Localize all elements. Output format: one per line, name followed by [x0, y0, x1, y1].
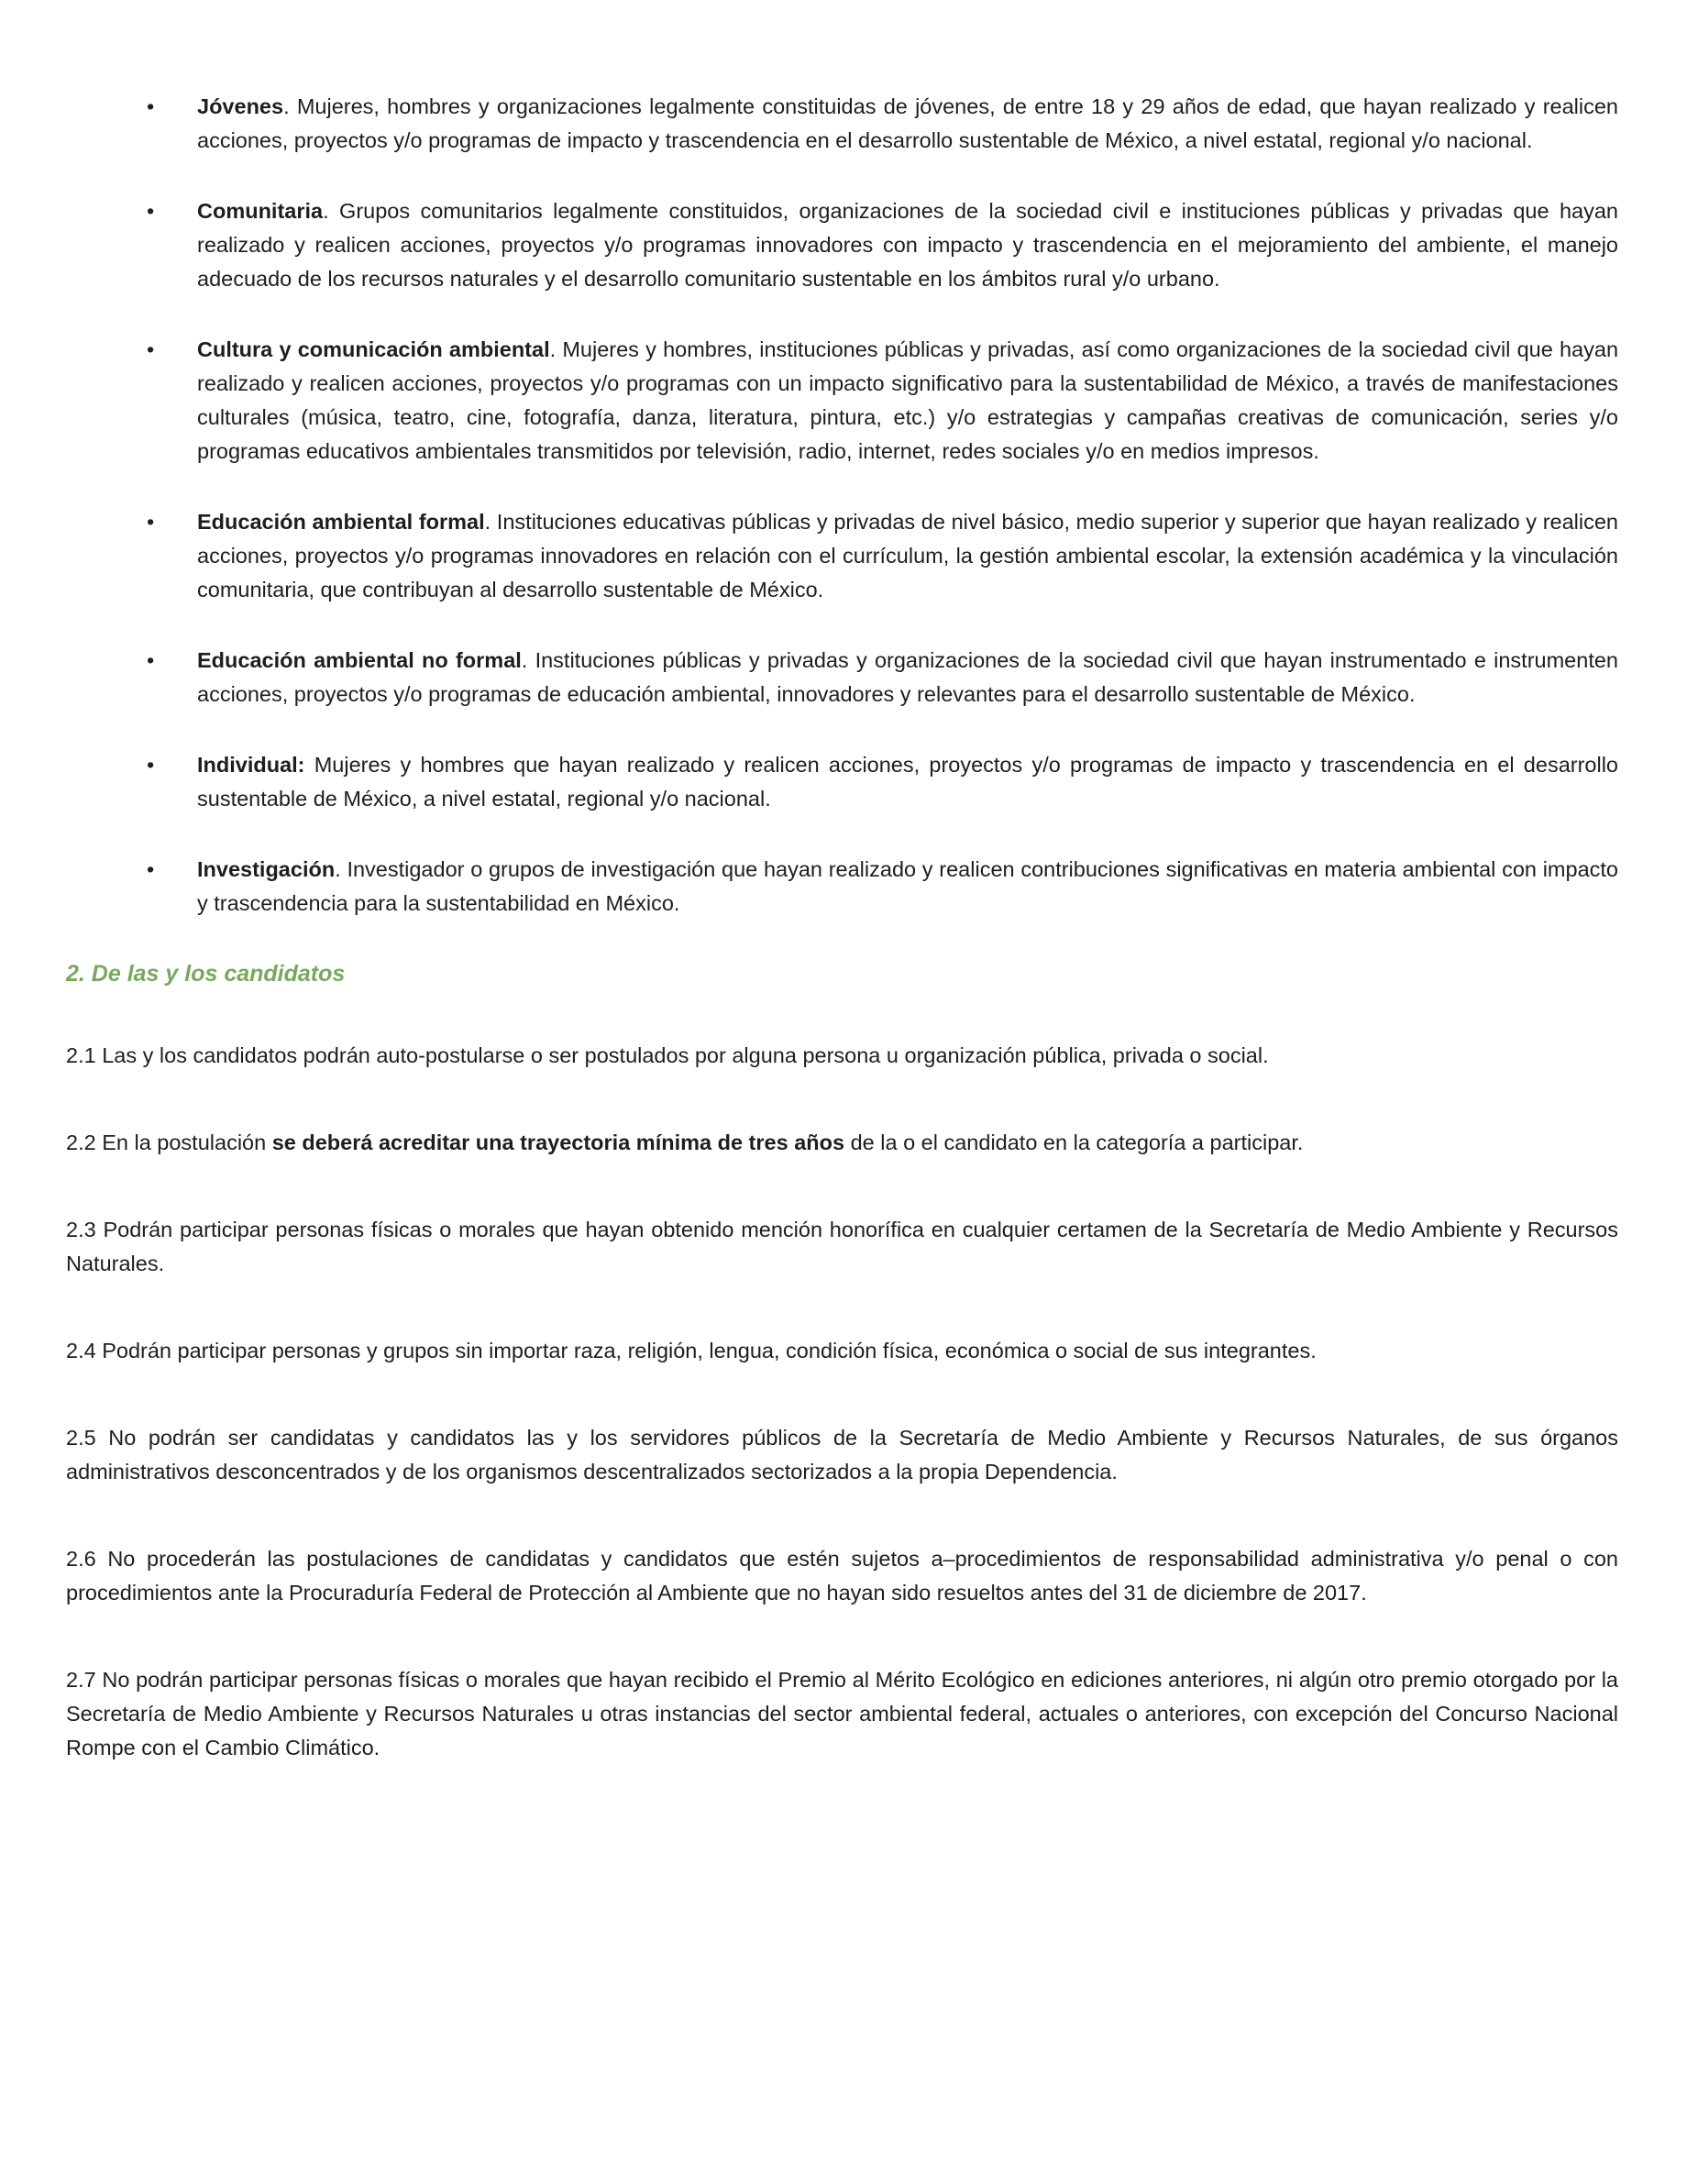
- clause-2-4: [66, 1334, 1618, 1368]
- clause-number: 2.5: [66, 1426, 96, 1450]
- clause-number: 2.1: [66, 1043, 96, 1067]
- list-item-comunitaria: [66, 194, 1618, 296]
- category-paragraph: [197, 748, 1618, 816]
- clause-number: 2.4: [66, 1339, 96, 1362]
- category-description: . Grupos comunitarios legalmente constituidos, organizaciones de la sociedad civil e instituciones públicas y privadas que hayan realizado y realicen acciones, proyectos y/o programas innovadores con impacto y trascendencia en el mejoramiento del ambiente, el manejo adecuado de los recursos naturales y el desarrollo comunitario sustentable en los ámbitos rural y/o urbano.: [197, 199, 1618, 291]
- clause-text: Podrán participar personas físicas o morales que hayan obtenido mención honorífica en cualquier certamen de la Secretaría de Medio Ambiente y Recursos Naturales.: [66, 1218, 1618, 1275]
- clause-text: No podrán ser candidatas y candidatos las y los servidores públicos de la Secretaría de Medio Ambiente y Recursos Naturales, de sus órganos administrativos desconcentrados y de los organismos descentralizados sectorizados a la propia Dependencia.: [66, 1426, 1618, 1484]
- clause-2-3: [66, 1213, 1618, 1281]
- bullet-icon: •: [147, 648, 155, 672]
- bullet-icon: •: [147, 857, 155, 881]
- bullet-icon: •: [147, 94, 155, 118]
- clause-2-5: [66, 1421, 1618, 1489]
- list-item-educacion-no-formal: [66, 644, 1618, 711]
- category-description: . Instituciones educativas públicas y privadas de nivel básico, medio superior y superior que hayan realizado y realicen acciones, proyectos y/o programas innovadores en relación con el currículum, la gestión ambiental escolar, la extensión académica y la vinculación comunitaria, que contribuyan al desarrollo sustentable de México.: [197, 510, 1618, 601]
- category-description: . Investigador o grupos de investigación que hayan realizado y realicen contribuciones significativas en materia ambiental con impacto y trascendencia para la sustentabilidad en México.: [197, 857, 1618, 915]
- clause-number: 2.2: [66, 1131, 96, 1154]
- category-description: . Mujeres y hombres, instituciones públicas y privadas, así como organizaciones de la sociedad civil que hayan realizado y realicen acciones, proyectos y/o programas con un impacto significativo para la sustentabilidad de México, a través de manifestaciones culturales (música, teatro, cine, fotografía, danza, literatura, pintura, etc.) y/o estrategias y campañas creativas de comunicación, series y/o programas educativos ambientales transmitidos por televisión, radio, internet, redes sociales y/o en medios impresos.: [197, 337, 1619, 463]
- category-paragraph: [197, 853, 1618, 921]
- bullet-icon: •: [147, 753, 155, 777]
- clause-text: En la postulación: [95, 1131, 272, 1154]
- bullet-icon: •: [147, 337, 155, 361]
- category-term: Investigación: [197, 857, 336, 881]
- clause-2-2: [66, 1126, 1618, 1160]
- clause-bold-text: se deberá acreditar una trayectoria mínima de tres años: [271, 1131, 845, 1154]
- clause-2-1: [66, 1039, 1618, 1073]
- clause-number: 2.6: [66, 1547, 96, 1571]
- list-item-jovenes: [66, 90, 1618, 158]
- category-term: Educación ambiental no formal: [197, 648, 522, 672]
- clause-number: 2.3: [66, 1218, 96, 1241]
- category-term: Comunitaria: [197, 199, 324, 223]
- list-item-individual: [66, 748, 1618, 816]
- bullet-icon: •: [147, 510, 155, 534]
- category-paragraph: [197, 505, 1618, 607]
- section-heading: 2. De las y los candidatos: [66, 961, 346, 987]
- clause-text: No procederán las postulaciones de candidatas y candidatos que estén sujetos a–procedimientos de responsabilidad administrativa y/o penal o con procedimientos ante la Procuraduría Federal de Protección al Ambiente que no hayan sido resueltos antes del 31 de diciembre de 2017.: [66, 1547, 1618, 1605]
- clause-text: No podrán participar personas físicas o morales que hayan recibido el Premio al Mérito Ecológico en ediciones anteriores, ni algún otro premio otorgado por la Secretaría de Medio Ambiente y Recursos Naturales u otras instancias del sector ambiental federal, actuales o anteriores, con excepción del Concurso Nacional Rompe con el Cambio Climático.: [66, 1668, 1618, 1759]
- category-paragraph: [197, 90, 1618, 158]
- clause-2-6: [66, 1542, 1618, 1610]
- clause-text: Podrán participar personas y grupos sin importar raza, religión, lengua, condición física, económica o social de sus integrantes.: [95, 1339, 1317, 1362]
- clause-text: Las y los candidatos podrán auto-postularse o ser postulados por alguna persona u organización pública, privada o social.: [95, 1043, 1269, 1067]
- clause-text-after: de la o el candidato en la categoría a participar.: [844, 1131, 1304, 1154]
- category-description: . Instituciones públicas y privadas y organizaciones de la sociedad civil que hayan instrumentado e instrumenten acciones, proyectos y/o programas de educación ambiental, innovadores y relevantes para el desarrollo sustentable de México.: [197, 648, 1618, 706]
- category-term: Jóvenes: [197, 94, 284, 118]
- category-term: Educación ambiental formal: [197, 510, 485, 534]
- list-item-educacion-formal: [66, 505, 1618, 607]
- category-description: Mujeres y hombres que hayan realizado y realicen acciones, proyectos y/o programas de impacto y trascendencia en el desarrollo sustentable de México, a nivel estatal, regional y/o nacional.: [197, 753, 1618, 811]
- category-term: Individual:: [197, 753, 305, 777]
- bullet-icon: •: [147, 199, 155, 223]
- category-paragraph: [197, 644, 1618, 711]
- category-paragraph: [197, 194, 1618, 296]
- clause-number: 2.7: [66, 1668, 96, 1692]
- list-item-investigacion: [66, 853, 1618, 921]
- clause-2-7: [66, 1663, 1618, 1765]
- list-item-cultura-comunicacion: [66, 333, 1618, 469]
- category-description: . Mujeres, hombres y organizaciones legalmente constituidas de jóvenes, de entre 18 y 29 años de edad, que hayan realizado y realicen acciones, proyectos y/o programas de impacto y trascendencia en el desarrollo sustentable de México, a nivel estatal, regional y/o nacional.: [197, 94, 1618, 152]
- categories-list: [66, 90, 1618, 921]
- category-term: Cultura y comunicación ambiental: [197, 337, 550, 361]
- category-paragraph: [197, 333, 1618, 469]
